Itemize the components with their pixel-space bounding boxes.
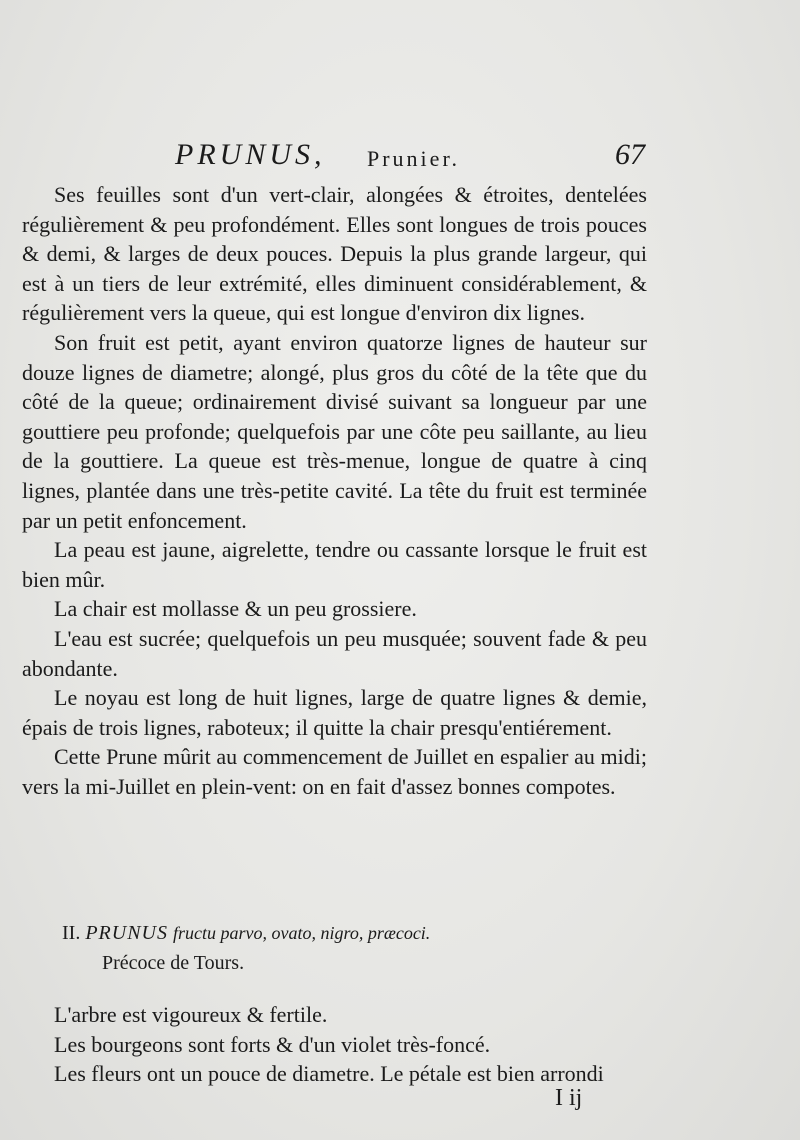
paragraph-tree: L'arbre est vigoureux & fertile. [54, 1002, 328, 1027]
paragraph-leaves: Ses feuilles sont d'un vert-clair, alongées & étroites, dentelées régulièrement & peu profondément. Elles sont longues de trois pouces & demi, & larges de deux pouces. Depuis la plus grande largeur, qui est à un tiers de leur extrémité, elles diminuent considérablement, & régulièrement vers la queue, qui est longue d'environ dix lignes. [22, 182, 647, 326]
paragraph-stone: Le noyau est long de huit lignes, large de quatre lignes & demie, épais de trois lignes, raboteux; il quitte la chair presqu'entiérement. [22, 685, 647, 740]
entry-text [22, 1000, 647, 1089]
species-entry [62, 918, 622, 978]
paragraph-ripening: Cette Prune mûrit au commencement de Juillet en espalier au midi; vers la mi-Juillet en plein-vent: on en fait d'assez bonnes compotes. [22, 744, 647, 799]
paragraph-juice: L'eau est sucrée; quelquefois un peu musquée; souvent fade & peu abondante. [22, 625, 647, 681]
entry-number: II. [62, 922, 81, 944]
header-title: PRUNUS, [175, 138, 326, 171]
paragraph-skin: La peau est jaune, aigrelette, tendre ou cassante lorsque le fruit est bien mûr. [22, 537, 647, 592]
running-header [175, 138, 645, 178]
entry-description: fructu parvo, ovato, nigro, præcoci. [173, 923, 431, 943]
entry-common-name: Précoce de Tours. [102, 952, 245, 974]
paragraph-fruit: Son fruit est petit, ayant environ quatorze lignes de hauteur sur douze lignes de diametre; alongé, plus gros du côté de la tête que du côté de la queue; ordinairement divisé suivant sa longueur par une gouttiere peu profonde; quelquefois par une côte peu saillante, au lieu de la gouttiere. La queue est très-menue, longue de quatre à cinq lignes, plantée dans une très-petite cavité. La tête du fruit est terminée par un petit enfoncement. [22, 329, 647, 533]
paragraph-flowers: Les fleurs ont un pouce de diametre. Le pétale est bien arrondi [54, 1061, 604, 1087]
paragraph-flesh: La chair est mollasse & un peu grossiere. [54, 596, 417, 622]
paragraph-shoots: Les bourgeons sont forts & d'un violet très-foncé. [54, 1031, 491, 1057]
entry-heading [62, 918, 622, 948]
header-subtitle: Prunier. [367, 146, 461, 171]
main-text [22, 180, 647, 801]
signature-mark: I ij [555, 1085, 583, 1111]
page-number: 67 [615, 138, 645, 171]
entry-name: PRUNUS [85, 922, 168, 944]
